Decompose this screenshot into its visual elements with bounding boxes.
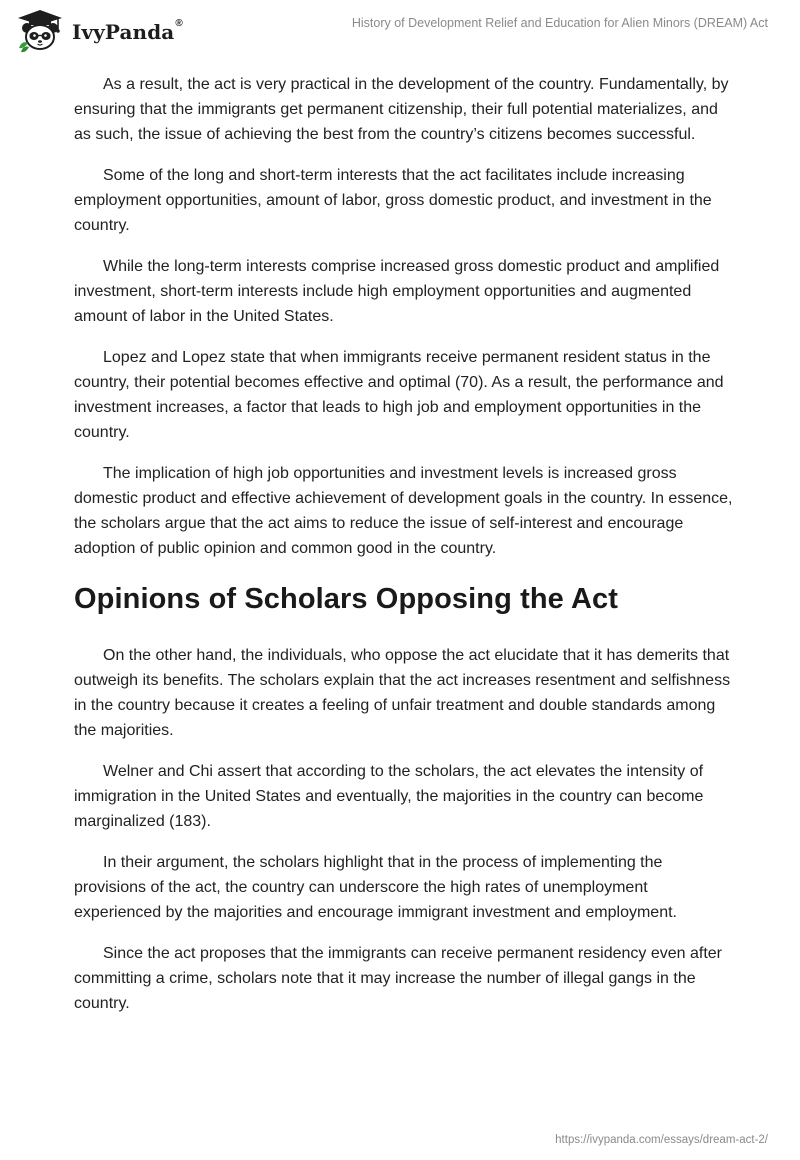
ivypanda-logo[interactable] (14, 8, 183, 54)
section-heading: Opinions of Scholars Opposing the Act (74, 583, 618, 615)
paragraph: While the long-term interests comprise increased gross domestic product and amplified investment, short-term interests include high employment opportunities and augmented amount of labor in the United States. (74, 258, 720, 325)
panda-graduate-icon (14, 8, 66, 54)
paragraph: As a result, the act is very practical in the development of the country. Fundamentally, by ensuring that the immigrants get permanent citizenship, their full potential materializes, and as such, the issue of achieving the best from the country’s citizens becomes successful. (74, 76, 729, 143)
paragraph: Since the act proposes that the immigrants can receive permanent residency even after committing a crime, scholars note that it may increase the number of illegal gangs in the country. (74, 945, 722, 1012)
registered-mark: ® (175, 18, 183, 29)
article-body (74, 72, 734, 1032)
paragraph: Welner and Chi assert that according to the scholars, the act elevates the intensity of immigration in the United States and eventually, the majorities in the country can become marginalized (183). (74, 763, 704, 830)
brand-name: IvyPanda® (72, 18, 183, 44)
paragraph: On the other hand, the individuals, who oppose the act elucidate that it has demerits that outweigh its benefits. The scholars explain that the act increases resentment and selfishness in the country because it creates a feeling of unfair treatment and double standards among the majorities. (74, 647, 731, 739)
paragraph: In their argument, the scholars highlight that in the process of implementing the provisions of the act, the country can underscore the high rates of unemployment experienced by the majorities and encourage immigrant investment and employment. (74, 854, 677, 921)
paragraph: Some of the long and short-term interests that the act facilitates include increasing employment opportunities, amount of labor, gross domestic product, and investment in the country. (74, 167, 712, 234)
paragraph: The implication of high job opportunities and investment levels is increased gross domestic product and effective achievement of development goals in the country. In essence, the scholars argue that the act aims to reduce the issue of self-interest and encourage adoption of public opinion and common good in the country. (74, 465, 733, 557)
page-header (0, 0, 800, 62)
paragraph: Lopez and Lopez state that when immigrants receive permanent resident status in the country, their potential becomes effective and optimal (70). As a result, the performance and investment increases, a factor that leads to high job and employment opportunities in the country. (74, 349, 724, 441)
document-title: History of Development Relief and Education for Alien Minors (DREAM) Act (351, 16, 768, 30)
source-url-link[interactable]: https://ivypanda.com/essays/dream-act-2/ (555, 1134, 768, 1146)
